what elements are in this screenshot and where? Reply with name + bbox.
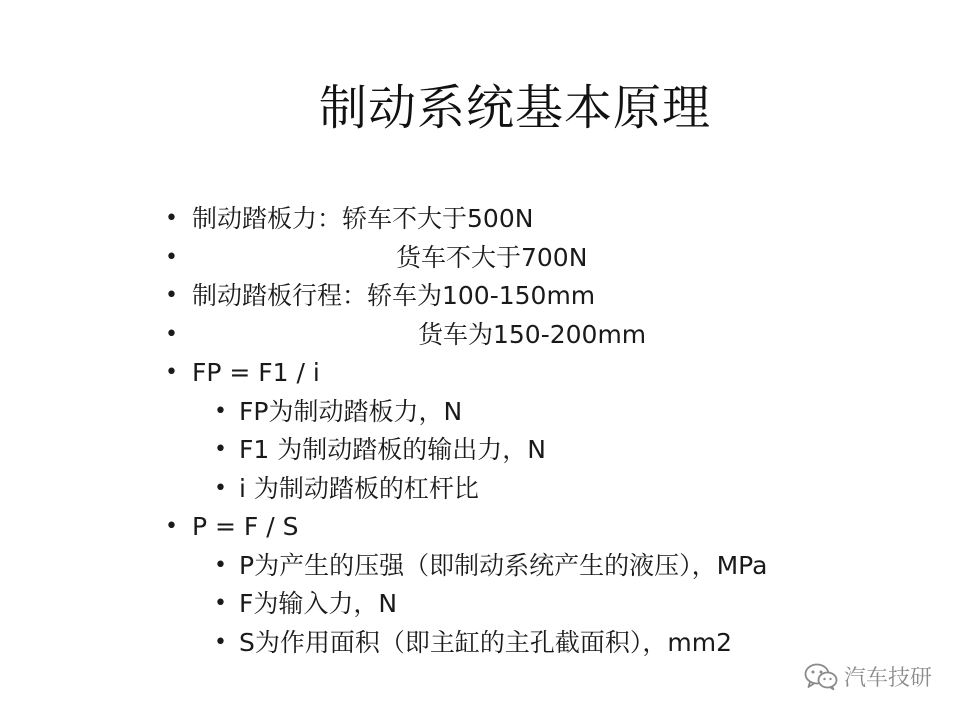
slide-title: 制动系统基本原理 — [318, 80, 711, 136]
bullet-dot: • — [214, 629, 227, 655]
bullet-dot: • — [214, 437, 227, 462]
bullet-dot: • — [165, 514, 178, 539]
bullet-item — [0, 354, 960, 393]
bullet-dot: • — [165, 360, 178, 385]
bullet-item — [0, 239, 960, 278]
bullet-text: 货车不大于700N — [396, 242, 588, 272]
bullet-list — [0, 200, 960, 662]
bullet-text: P = F / S — [192, 512, 299, 541]
bullet-item — [0, 585, 960, 624]
bullet-item — [0, 200, 960, 239]
bullet-dot: • — [214, 398, 227, 424]
wechat-icon — [804, 663, 838, 691]
watermark-text: 汽车技研 — [843, 666, 932, 691]
bullet-text: FP = F1 / i — [192, 358, 320, 387]
bullet-dot: • — [165, 244, 178, 270]
bullet-text: S为作用面积（即主缸的主孔截面积），mm2 — [239, 627, 732, 657]
bullet-text: i 为制动踏板的杠杆比 — [239, 473, 479, 503]
bullet-item — [0, 547, 960, 586]
bullet-dot: • — [165, 206, 178, 231]
bullet-item — [0, 316, 960, 355]
bullet-item — [0, 624, 960, 663]
bullet-item — [0, 470, 960, 509]
bullet-text: F1 为制动踏板的输出力，N — [239, 435, 546, 464]
bullet-text: 货车为150-200mm — [418, 319, 647, 349]
bullet-text: 制动踏板行程：轿车为100-150mm — [192, 281, 596, 310]
bullet-text: 制动踏板力：轿车不大于500N — [192, 204, 534, 233]
bullet-text: FP为制动踏板力，N — [239, 396, 463, 426]
bullet-dot: • — [214, 475, 227, 501]
bullet-dot: • — [165, 283, 178, 308]
bullet-item — [0, 508, 960, 547]
bullet-dot: • — [214, 591, 227, 616]
bullet-item — [0, 277, 960, 316]
bullet-text: F为输入力，N — [239, 589, 398, 618]
bullet-dot: • — [165, 321, 178, 347]
bullet-text: P为产生的压强（即制动系统产生的液压），MPa — [239, 550, 768, 580]
bullet-dot: • — [214, 552, 227, 578]
bullet-item — [0, 431, 960, 470]
watermark — [804, 661, 932, 692]
bullet-item — [0, 393, 960, 432]
